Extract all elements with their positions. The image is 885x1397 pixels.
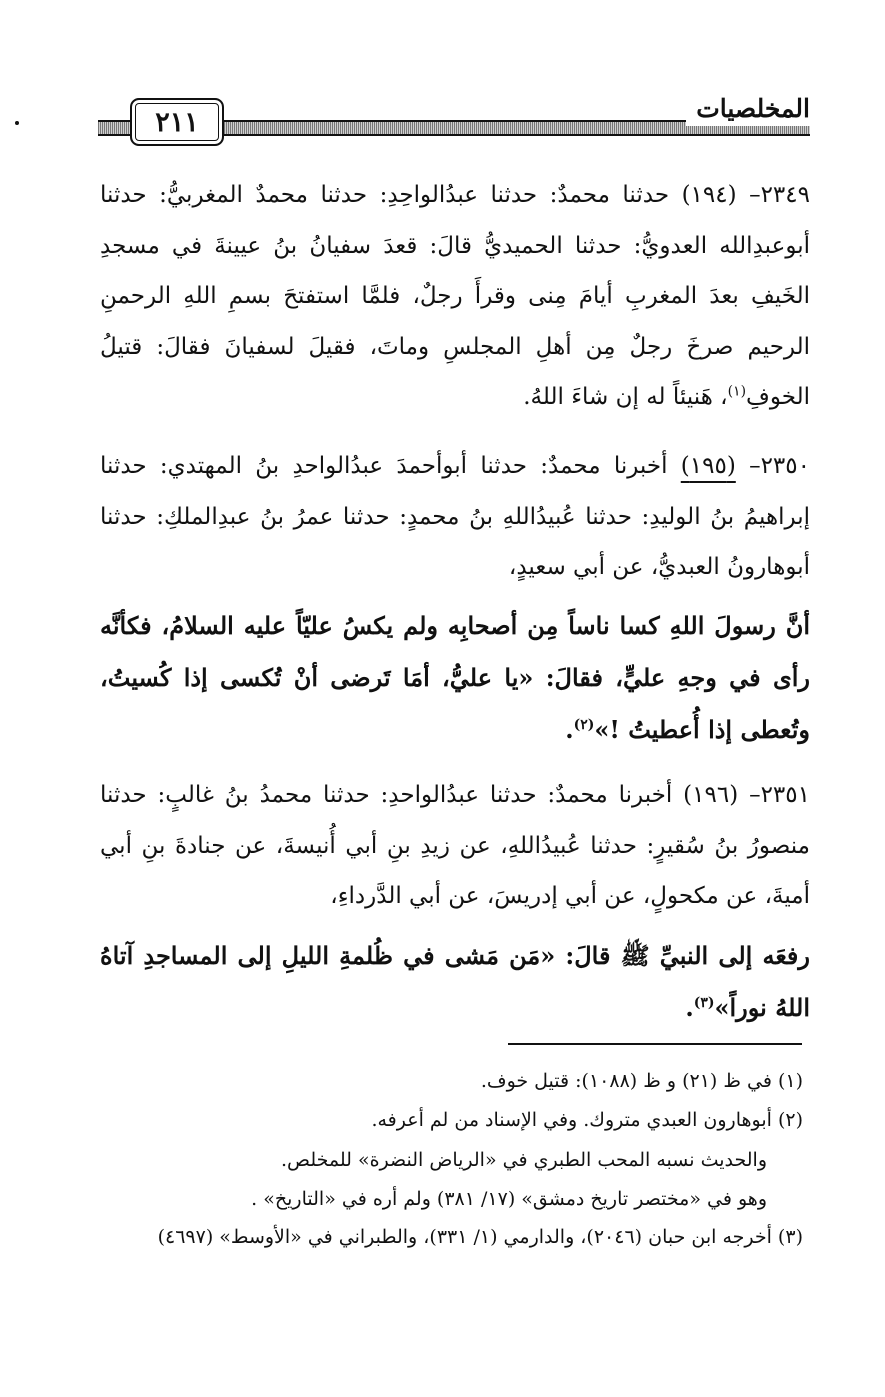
footnote-2: (٢) أبوهارون العبدي متروك. وفي الإسناد من لم أعرفه. xyxy=(371,1109,803,1131)
hadith-ref-number: (١٩٥) xyxy=(680,453,736,479)
matn-tail: . xyxy=(565,715,574,744)
hadith-text: أخبرنا محمدٌ: حدثنا عبدُالواحدِ: حدثنا محمدُ بنُ غالبٍ: حدثنا منصورُ بنُ سُقيرٍ: حدثنا عُبيدُاللهِ، عن زيدِ بنِ أبي أُنيسةَ، عن جنادةَ بنِ أبي أميةَ، عن مكحولٍ، عن أبي إدريسَ، عن أبي الدَّرداءِ، xyxy=(100,782,810,909)
hadith-number: ٢٣٥٠– xyxy=(749,453,810,479)
hadith-2351 xyxy=(100,770,810,922)
footnote-marker: (٣) xyxy=(693,995,715,1011)
matn-text: أنَّ رسولَ اللهِ كسا ناساً مِن أصحابِه ولم يكسُ عليّاً عليه السلامُ، فكأنَّه رأى في وجهِ عليٍّ، فقالَ: «يا عليُّ، أمَا تَرضى أنْ تُكسى إذا كُسيتُ، وتُعطى إذا أُعطيتُ !» xyxy=(100,611,810,744)
hadith-2350-matn xyxy=(100,600,810,756)
footnote-marker: (١) xyxy=(727,383,747,400)
page-number-frame xyxy=(130,98,224,146)
hadith-text-tail: ، هَنيئاً له إن شاءَ اللهُ. xyxy=(523,384,728,410)
hadith-text: حدثنا محمدٌ: حدثنا عبدُالواحِدِ: حدثنا محمدٌ المغربيُّ: حدثنا أبوعبدِالله العدويُّ: حدثنا الحميديُّ قالَ: قعدَ سفيانُ بنُ عيينةَ في مسجدِ الخَيفِ بعدَ المغربِ أيامَ مِنى وقرأَ رجلٌ، فلمَّا استفتحَ بسمِ اللهِ الرحمنِ الرحيم صرخَ رجلٌ مِن أهلِ المجلسِ وماتَ، فقيلَ لسفيانَ فقالَ: قتيلُ الخوفِ xyxy=(100,182,810,410)
hadith-text: أخبرنا محمدٌ: حدثنا أبوأحمدَ عبدُالواحدِ بنُ المهتدي: حدثنا إبراهيمُ بنُ الوليدِ: حدثنا عُبيدُاللهِ بنُ محمدٍ: حدثنا عمرُ بنُ عبدِالملكِ: حدثنا أبوهارونُ العبديُّ، عن أبي سعيدٍ، xyxy=(100,453,810,580)
footnote-separator xyxy=(508,1043,802,1045)
footnote-2-continued: والحديث نسبه المحب الطبري في «الرياض النضرة» للمخلص. xyxy=(281,1149,767,1171)
footnote-1: (١) في ظ (٢١) و ظ (١٠٨٨): قتيل خوف. xyxy=(480,1070,803,1092)
hadith-number: ٢٣٤٩– (١٩٤) xyxy=(681,182,810,208)
hadith-2350 xyxy=(100,441,810,593)
footnote-marker: (٢) xyxy=(573,717,595,733)
page-number: ٢١١ xyxy=(155,106,199,138)
matn-text: رفعَه إلى النبيِّ ﷺ قالَ: «مَن مَشى في ظُلمةِ الليلِ إلى المساجدِ آتاهُ اللهُ نوراً» xyxy=(100,941,810,1022)
hadith-2351-matn xyxy=(100,930,810,1034)
hadith-2349 xyxy=(100,170,810,423)
footnote-3: (٣) أخرجه ابن حبان (٢٠٤٦)، والدارمي (١/ ٣٣١)، والطبراني في «الأوسط» (٤٦٩٧) xyxy=(157,1226,803,1248)
hadith-number: ٢٣٥١– (١٩٦) xyxy=(683,782,810,808)
running-title: المخلصيات xyxy=(686,92,810,126)
margin-dot xyxy=(15,121,19,125)
matn-tail: . xyxy=(685,993,694,1022)
page-header xyxy=(98,92,810,150)
footnote-2-continued: وهو في «مختصر تاريخ دمشق» (١٧/ ٣٨١) ولم أره في «التاريخ» . xyxy=(251,1188,767,1210)
